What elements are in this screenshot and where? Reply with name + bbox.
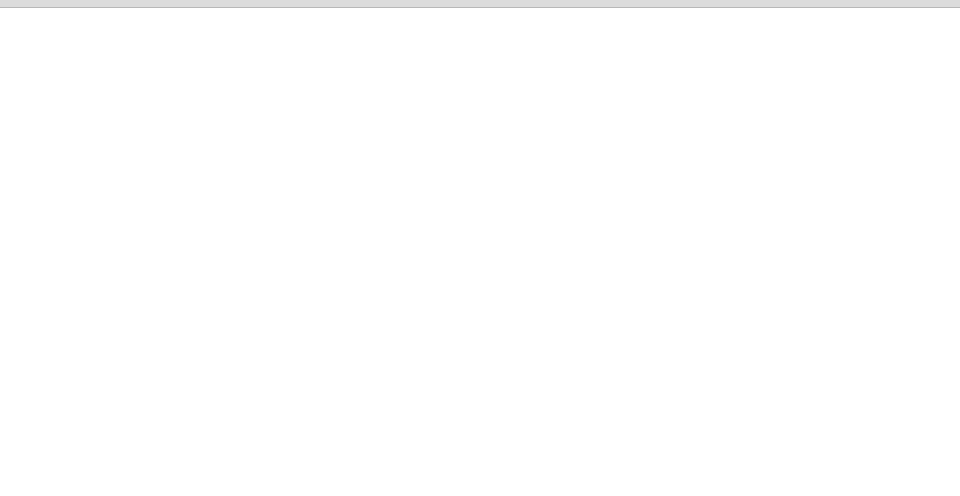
column-header-bar [0, 0, 960, 8]
